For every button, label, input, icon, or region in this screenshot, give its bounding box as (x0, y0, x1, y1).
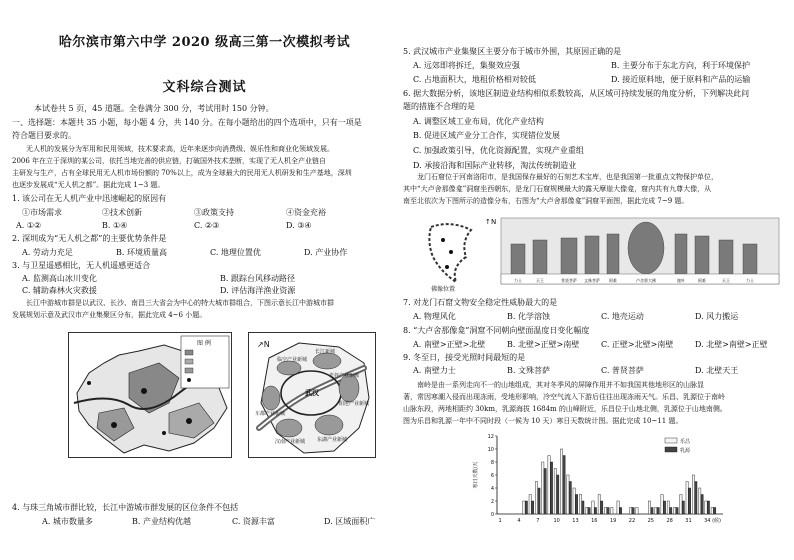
y-tick-label: 10 (487, 447, 494, 453)
passage1-line4: 也逐步发展成“无人机之都”。据此完成 1~3 题。 (12, 181, 165, 189)
legend-swatch (665, 447, 677, 452)
bar-lechang (567, 475, 569, 514)
bar-lechang (711, 508, 713, 515)
bar-ruyuan (707, 501, 709, 514)
bar-lechang (554, 469, 556, 515)
q6-option[interactable]: A. 调整区域工业布局，优化产业结构 (413, 117, 544, 126)
x-tick-label: 28 (666, 518, 673, 524)
passage3-line2: 其中“大卢舍那像龛”洞窟坐西朝东，是龙门石窟规模最大的露天摩崖大像龛，窟内共有九尊大像，从 (403, 185, 712, 193)
bar-ruyuan (701, 495, 703, 515)
q9-option[interactable]: D. 北壁天王 (695, 366, 739, 375)
bar-ruyuan (594, 508, 596, 515)
bar-lechang (548, 456, 550, 515)
bar-ruyuan (695, 482, 697, 515)
passage2-line2: 发展规划示意及武汉市产业集聚区分布，据此完成 4~6 小题。 (12, 311, 207, 319)
x-tick-label: 34 (704, 518, 711, 524)
bar-lechang (661, 495, 663, 515)
q8-options (413, 340, 783, 351)
map2-label: 阳逻产业新城 (339, 401, 370, 407)
grotto-figure-label: 阿难 (698, 278, 706, 283)
bar-lechang (680, 495, 682, 515)
q5-options-ab (413, 61, 783, 72)
bar-lechang (699, 488, 701, 514)
q2-options (22, 248, 392, 259)
city-cluster-map (68, 332, 232, 458)
q5-option[interactable]: C. 占地面积大，地租价格相对较低 (413, 75, 536, 84)
exam-title: 哈尔滨市第六中学 2020 级高三第一次模拟考试 (58, 35, 351, 50)
bar-ruyuan (676, 508, 678, 515)
q9-option[interactable]: B. 文殊菩萨 (507, 366, 550, 375)
q3-option[interactable]: A. 监测高山冰川变化 (22, 274, 97, 283)
bar-lechang (692, 475, 694, 514)
bar-ruyuan (657, 508, 659, 515)
passage4-line2: 著，常因寒潮入侵而出现冻雨，受地形影响，冷空气流入下游后往往出现冻雨天气。乐昌、乳源位于南岭 (403, 393, 725, 401)
q7-option[interactable]: A. 物理风化 (413, 312, 456, 321)
bar-lechang (636, 508, 638, 515)
q9-stem: 9. 冬至日，接受光照时间最短的是 (403, 353, 526, 362)
bar-lechang (667, 501, 669, 514)
map2-label: 临空产业新城 (277, 357, 308, 363)
grotto-figure-label: 迦叶 (677, 278, 685, 283)
bar-ruyuan (688, 488, 690, 514)
grotto-figure-label: 天王 (536, 278, 544, 283)
y-tick-label: 6 (490, 473, 494, 479)
north-arrow-icon: ↗N (257, 340, 270, 349)
legend-label: 乐昌 (680, 439, 691, 445)
bar-lechang (586, 508, 588, 515)
q1-answer[interactable]: C. ②③ (194, 221, 220, 230)
q4-options (42, 517, 412, 528)
q7-option[interactable]: D. 风力搬运 (695, 312, 739, 321)
bar-lechang (648, 501, 650, 514)
q8-stem: 8. “大卢舍那像龛”洞窟不同朝向壁面温度日变化幅度 (403, 326, 590, 335)
q1-answer[interactable]: A. ①② (16, 221, 42, 230)
q5-option[interactable]: A. 远郊即将拆迁，集聚效应强 (413, 61, 520, 70)
y-tick-label: 8 (490, 460, 494, 466)
q1-answer[interactable]: B. ①④ (102, 221, 128, 230)
bar-ruyuan (531, 501, 533, 514)
bar-ruyuan (557, 475, 559, 514)
bar-lechang (611, 508, 613, 515)
bar-ruyuan (663, 501, 665, 514)
passage3-line3: 南至北依次为下图所示的造像分布，右图为“大卢舍那像龛”洞窟平面图，据此完成 7~9 题。 (403, 197, 689, 205)
q2-option[interactable]: A. 劳动力充足 (22, 248, 73, 257)
q4-option[interactable]: A. 城市数量多 (42, 517, 93, 526)
q5-option[interactable]: D. 接近原料地，便于原料和产品的运输 (611, 75, 751, 84)
cold-days-chart-svg (469, 430, 729, 530)
exam-intro-3: 符合题目要求的。 (12, 131, 76, 140)
q5-option[interactable]: B. 主要分布于东北方向，利于环境保护 (611, 61, 750, 70)
map2-label: 武汉 (305, 389, 319, 397)
bar-ruyuan (538, 488, 540, 514)
bar-ruyuan (670, 508, 672, 515)
x-tick-label: 10 (553, 518, 560, 524)
map2-label: 汉南产业新城 (275, 439, 306, 445)
q4-stem: 4. 与珠三角城市群比较，长江中游城市群发展的区位条件不包括 (12, 503, 239, 512)
q1-stem: 1. 该公司在无人机产业中迅速崛起的原因有 (12, 194, 167, 203)
x-tick-label: 31 (685, 518, 692, 524)
bar-lechang (592, 501, 594, 514)
q3-option[interactable]: B. 跟踪台风移动路径 (220, 274, 295, 283)
bar-ruyuan (607, 508, 609, 515)
q1-answer[interactable]: D. ③④ (286, 221, 312, 230)
q8-option[interactable]: A. 南壁>正壁>北壁 (413, 340, 486, 349)
grotto-legend: 佛像位置 (431, 286, 456, 293)
q1-answer-options (16, 221, 386, 232)
q6-stem-line2: 题的措施不合理的是 (403, 102, 475, 111)
y-tick-label: 0 (490, 512, 494, 518)
bar-lechang (686, 482, 688, 515)
q5-stem: 5. 武汉城市产业集聚区主要分布于城市外围，其原因正确的是 (403, 47, 622, 56)
passage1-line3: 主研发与生产，占有全球民用无人机市场份额的 70%以上，成为全球最大的民用无人机研发和生产基地，深圳 (12, 169, 352, 177)
map2-label: 东湖产业新城 (317, 437, 348, 443)
q4-option[interactable]: B. 产业结构优越 (132, 517, 191, 526)
q9-option[interactable]: A. 南壁力士 (413, 366, 456, 375)
q7-option[interactable]: C. 地壳运动 (601, 312, 644, 321)
bar-ruyuan (713, 508, 715, 515)
bar-lechang (579, 495, 581, 515)
bar-ruyuan (550, 462, 552, 514)
q3-stem: 3. 与卫星遥感相比，无人机遥感更适合 (12, 261, 151, 270)
passage3-line1: 龙门石窟位于河南洛阳市，是我国保存最好的石刻艺术宝库，也是我国第一批重点文物保护单位， (417, 173, 718, 181)
y-tick-label: 12 (487, 434, 494, 440)
q3-options-ab (22, 274, 392, 285)
bar-ruyuan (632, 508, 634, 515)
bar-lechang (705, 501, 707, 514)
q1-option[interactable]: ①市场需求 (22, 208, 62, 217)
bar-ruyuan (563, 456, 565, 515)
x-axis-label: (候) (712, 518, 721, 524)
q2-option[interactable]: C. 地理位置优 (210, 248, 261, 257)
bar-lechang (598, 495, 600, 515)
passage2-line1: 长江中游城市群是以武汉、长沙、南昌三大省会为中心的特大城市群组合，下图示意长江中游城市群 (26, 299, 334, 307)
q2-option[interactable]: B. 环境质量高 (116, 248, 167, 257)
passage1-line2: 2006 年在立于深圳的某公司，依托当地完善的供应链，打破国外技术垄断，实现了无人机全产业链自 (12, 157, 327, 165)
q3-option[interactable]: C. 辅助森林火灾救援 (22, 286, 97, 295)
legend-label: 乳源 (680, 448, 691, 454)
bar-lechang (617, 501, 619, 514)
q6-option[interactable]: B. 促进区域产业分工合作，实现错位发展 (413, 131, 560, 140)
grotto-figure-label: 普贤菩萨 (561, 278, 577, 283)
wuhan-industry-map (248, 332, 376, 458)
grotto-figure-label: 力士 (746, 278, 754, 283)
q1-option[interactable]: ③政策支持 (194, 208, 234, 217)
q3-options-cd (22, 286, 392, 297)
passage1-line1: 无人机的发展分为军用和民用领域，技术要求高，近年来逐步向消费级、娱乐性和商业化领域发展。 (26, 145, 334, 153)
passage4-line4: 图为乐昌和乳源一年中不同时段（一候为 10 天）寒日天数统计图。据此完成 10~11 题。 (403, 417, 683, 425)
q6-option[interactable]: D. 承接沿海和国际产业转移，淘汰传统制造业 (413, 161, 577, 170)
q4-option[interactable]: D. 区域面积广 (324, 517, 376, 526)
bar-lechang (529, 495, 531, 515)
q9-option[interactable]: C. 普贤菩萨 (601, 366, 644, 375)
bar-ruyuan (682, 501, 684, 514)
grotto-illustration (421, 212, 781, 292)
bar-ruyuan (588, 508, 590, 515)
map2-label: 车都产业新城 (255, 411, 286, 417)
exam-intro-1: 本试卷共 5 页，45 道题。全卷满分 300 分，考试用时 150 分钟。 (34, 104, 274, 113)
x-tick-label: 13 (572, 518, 579, 524)
bar-ruyuan (569, 482, 571, 515)
q7-options (413, 312, 783, 323)
x-tick-label: 7 (536, 518, 540, 524)
grotto-figure-label: 力士 (514, 278, 522, 283)
bar-lechang (560, 449, 562, 514)
q9-options (413, 366, 783, 377)
q1-option[interactable]: ②技术创新 (102, 208, 142, 217)
q7-stem: 7. 对龙门石窟文物安全稳定性威胁最大的是 (403, 298, 558, 307)
bar-lechang (673, 508, 675, 515)
bar-ruyuan (600, 501, 602, 514)
north-arrow-icon: ↑ (485, 218, 491, 226)
bar-ruyuan (651, 508, 653, 515)
map2-label: 光谷产业新城 (329, 373, 360, 379)
bar-lechang (542, 462, 544, 514)
map1-legend-title: 图 例 (197, 340, 211, 347)
q6-option[interactable]: C. 加强政策引导，优化资源配置，实现产业重组 (413, 146, 584, 155)
map2-label: 长江新城 (315, 349, 336, 355)
q1-option[interactable]: ④资金充裕 (286, 208, 326, 217)
exam-intro-2: 一、选择题：本题共 35 小题，每小题 4 分，共 140 分。在每小题给出的四个选项中，只有一项是 (12, 118, 362, 127)
right-column (403, 0, 788, 560)
grotto-figure-label: 卢舍那大佛 (636, 278, 656, 283)
x-tick-label: 25 (647, 518, 654, 524)
y-axis-label: 寒日天数/天 (473, 461, 479, 489)
exam-subtitle: 文科综合测试 (162, 80, 247, 95)
q3-option[interactable]: D. 评估海洋渔业资源 (220, 286, 296, 295)
q8-option[interactable]: D. 北壁>南壁>正壁 (695, 340, 768, 349)
x-tick-label: 19 (609, 518, 617, 524)
bar-ruyuan (582, 501, 584, 514)
q4-option[interactable]: C. 资源丰富 (232, 517, 275, 526)
grotto-figure-label: 天王 (722, 278, 730, 283)
grotto-figure-label: 阿难 (609, 278, 617, 283)
x-tick-label: 22 (628, 518, 636, 524)
bar-lechang (655, 508, 657, 515)
cold-days-chart (469, 430, 729, 530)
bar-lechang (629, 508, 631, 515)
bar-lechang (573, 488, 575, 514)
bar-lechang (535, 482, 537, 515)
left-column (12, 0, 397, 560)
bar-ruyuan (575, 495, 577, 515)
q7-option[interactable]: B. 化学溶蚀 (507, 312, 550, 321)
passage4-line3: 山脉东段，两地相距约 30km，乳源海拔 1684m 的山峰附近，乐昌位于山地北侧，乳源位于山地南侧。 (403, 405, 727, 413)
legend-swatch (665, 438, 677, 443)
x-tick-label: 16 (591, 518, 598, 524)
bar-ruyuan (619, 508, 621, 515)
x-tick-label: 1 (498, 518, 502, 524)
bar-lechang (604, 508, 606, 515)
passage4-line1: 南岭是由一系列走向不一的山地组成，其对冬季风的屏障作用并不如我国其他地形区的山脉显 (417, 381, 704, 389)
bar-lechang (523, 501, 525, 514)
q8-option[interactable]: C. 正壁>北壁>南壁 (601, 340, 674, 349)
q2-stem: 2. 深圳成为“无人机之都”的主要优势条件是 (12, 234, 167, 243)
x-tick-label: 4 (517, 518, 521, 524)
q6-stem-line1: 6. 据大数据分析，该地区制造业结构相似系数较高，从区域可持续发展的角度分析，下列解决此问 (403, 89, 750, 98)
y-tick-label: 2 (490, 499, 494, 505)
bar-ruyuan (525, 501, 527, 514)
q1-options (22, 208, 392, 219)
q2-option[interactable]: D. 产业协作 (304, 248, 348, 257)
q8-option[interactable]: B. 北壁>正壁>南壁 (507, 340, 580, 349)
bar-ruyuan (544, 469, 546, 515)
north-label: N (491, 218, 497, 226)
q5-options-cd (413, 75, 783, 86)
grotto-figure-label: 文殊菩萨 (584, 278, 600, 283)
y-tick-label: 4 (490, 486, 494, 492)
